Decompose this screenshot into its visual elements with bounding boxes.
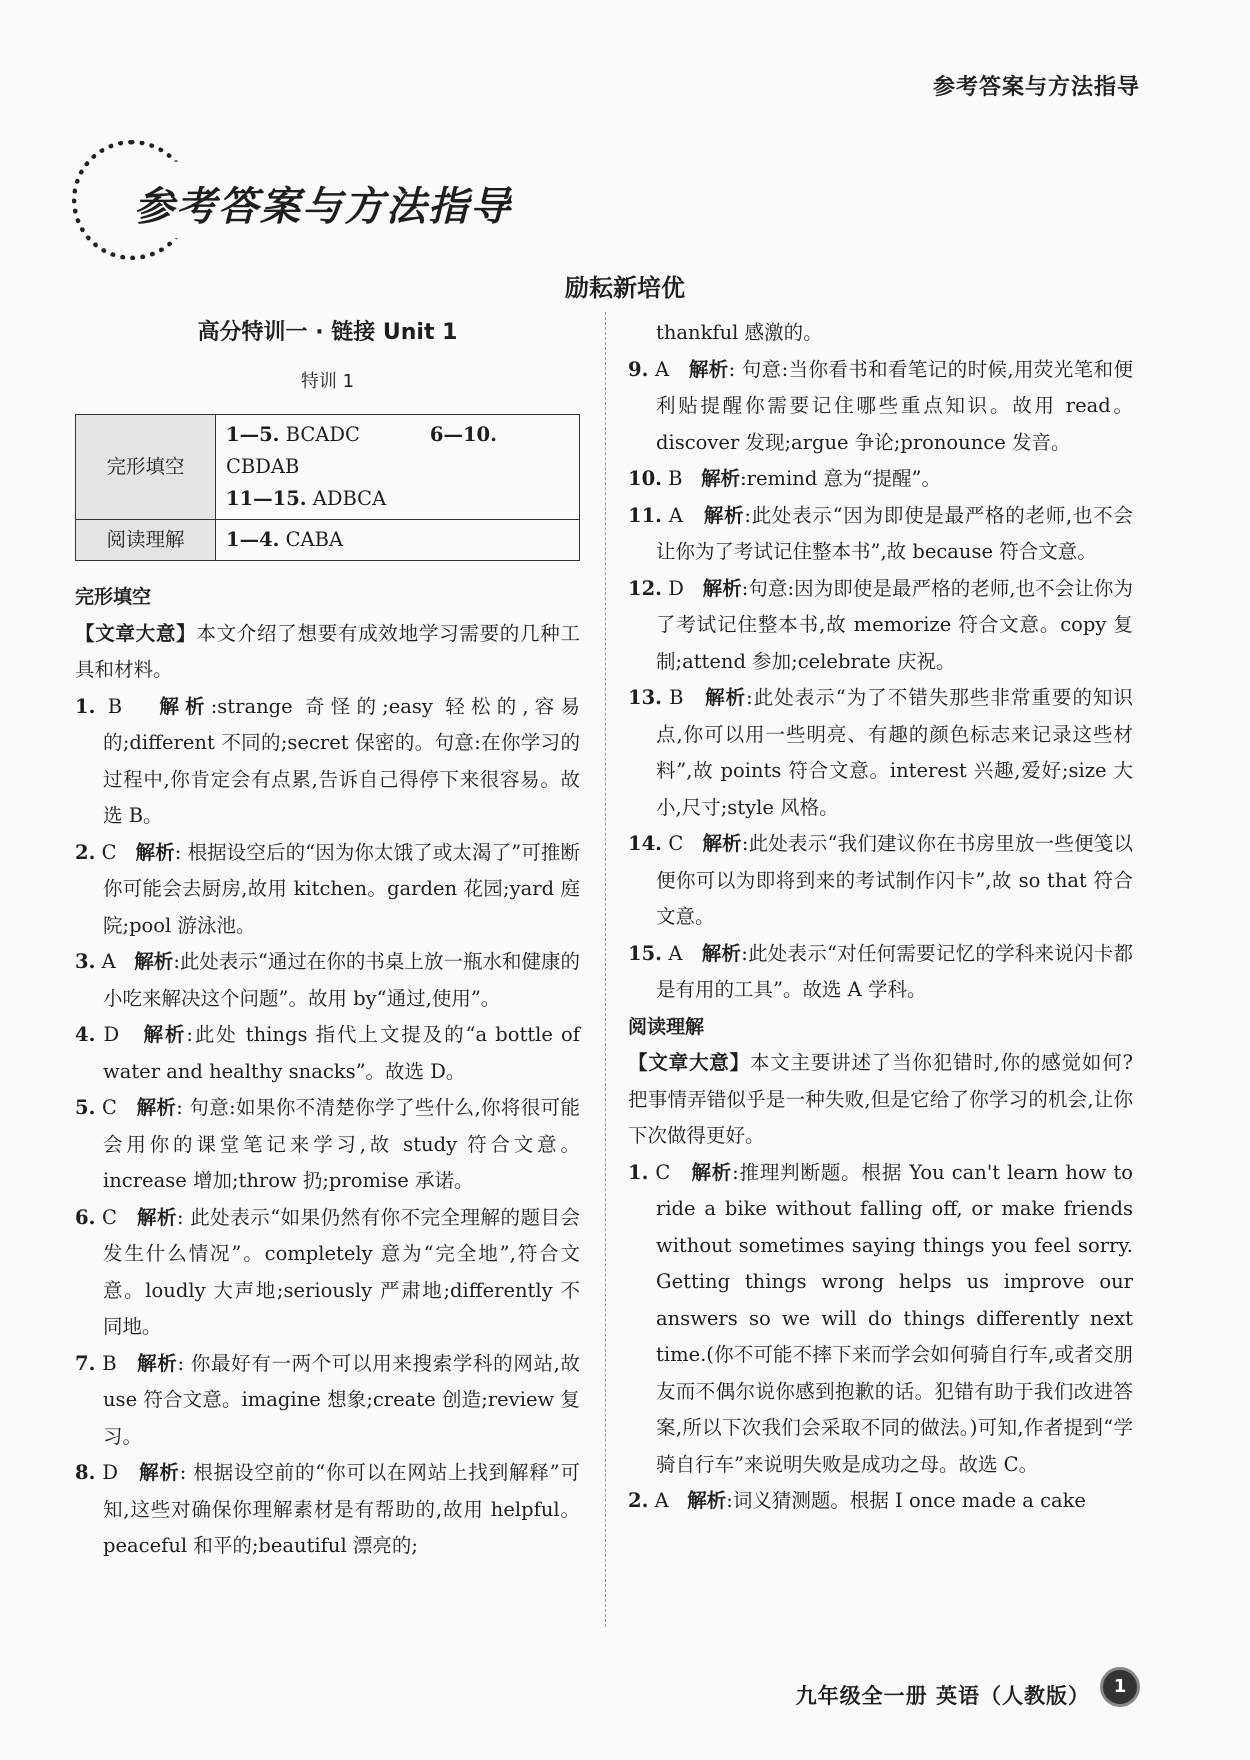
- cloze-item: 2. C 解析: 根据设空后的“因为你太饿了或太渴了”可推断你可能会去厨房,故用 kitchen。garden 花园;yard 庭院;pool 游泳池。: [75, 840, 580, 937]
- reading-heading: 阅读理解: [628, 1015, 705, 1038]
- cloze-heading: 完形填空: [75, 586, 152, 608]
- cloze-summary: 【文章大意】本文介绍了想要有成效地学习需要的几种工具和材料。: [75, 621, 580, 681]
- cloze-item: 11. A 解析:此处表示“因为即使是最严格的老师,也不会让你为了考试记住整本书”,故 because 符合文意。: [628, 503, 1133, 563]
- answer-row-cloze: [76, 415, 580, 520]
- answers-11-15: ADBCA: [306, 487, 387, 510]
- answer-table: [75, 414, 580, 561]
- cloze-item: 1. B 解析:strange 奇怪的;easy 轻松的,容易的;different 不同的;secret 保密的。句意:在你学习的过程中,你肯定会有点累,告诉自己得停下来很容易。故选 B。: [75, 694, 580, 827]
- column-divider: [605, 312, 606, 1627]
- page-title: 参考答案与方法指导: [134, 183, 512, 230]
- right-column: [628, 315, 1133, 1520]
- running-header: 参考答案与方法指导: [932, 75, 1140, 100]
- cloze-item: 3. A 解析:此处表示“通过在你的书桌上放一瓶水和健康的小吃来解决这个问题”。故用 by“通过,使用”。: [75, 950, 580, 1010]
- answer-label-cloze: 完形填空: [76, 415, 216, 520]
- answers-6-10: CBDAB: [226, 455, 300, 478]
- cloze-item: 7. B 解析: 你最好有一两个可以用来搜索学科的网站,故 use 符合文意。imagine 想象;create 创造;review 复习。: [75, 1351, 580, 1448]
- answer-row-reading: [76, 520, 580, 561]
- answer-cell-cloze: [216, 415, 580, 520]
- cloze-item: 13. B 解析:此处表示“为了不错失那些非常重要的知识点,你可以用一些明亮、有趣的颜色标志来记录这些材料”,故 points 符合文意。interest 兴趣,爱好;size 大小,尺寸;style 风格。: [628, 686, 1133, 819]
- cloze-item: 6. C 解析: 此处表示“如果仍然有你不完全理解的题目会发生什么情况”。completely 意为“完全地”,符合文意。loudly 大声地;seriously 严肃地;differently 不同地。: [75, 1205, 580, 1338]
- cloze-item: 10. B 解析:remind 意为“提醒”。: [628, 467, 941, 490]
- title-block: [72, 140, 552, 270]
- answer-label-reading: 阅读理解: [76, 520, 216, 561]
- cloze-item: 8. D 解析: 根据设空前的“你可以在网站上找到解释”可知,这些对确保你理解素材是有帮助的,故用 helpful。peaceful 和平的;beautiful 漂亮的;: [75, 1461, 580, 1557]
- answer-cell-reading: [216, 520, 580, 561]
- left-column: [75, 315, 580, 1565]
- range-1-4: 1—4.: [226, 528, 280, 551]
- reading-item: 1. C 解析:推理判断题。根据 You can't learn how to ride a bike without falling off, or make friends without sometimes saying things you feel sorry. Getting things wrong helps us improve our answers so we will do things differently next time.(你不可能不摔下来而学会如何骑自行车,或者交朋友而不偶尔说你感到抱歉的话。犯错有助于我们改进答案,所以下次我们会采取不同的做法。)可知,作者提到“学骑自行车”来说明失败是成功之母。故选 C。: [628, 1160, 1133, 1476]
- sub-title: 特训 1: [300, 370, 355, 392]
- cloze-item: 15. A 解析:此处表示“对任何需要记忆的学科来说闪卡都是有用的工具”。故选 A 学科。: [628, 941, 1133, 1001]
- cloze-item: 4. D 解析:此处 things 指代上文提及的“a bottle of water and healthy snacks”。故选 D。: [75, 1023, 580, 1083]
- reading-summary: 【文章大意】本文主要讲述了当你犯错时,你的感觉如何? 把事情弄错似乎是一种失败,但是它给了你学习的机会,让你下次做得更好。: [628, 1051, 1133, 1147]
- range-11-15: 11—15.: [226, 487, 307, 510]
- cloze-item: 12. D 解析:句意:因为即使是最严格的老师,也不会让你为了考试记住整本书,故 memorize 符合文意。copy 复制;attend 参加;celebrate 庆祝。: [628, 576, 1133, 673]
- page-number: 1: [1100, 1667, 1140, 1707]
- cloze-item: 5. C 解析: 句意:如果你不清楚你学了些什么,你将很可能会用你的课堂笔记来学习,故 study 符合文意。increase 增加;throw 扔;promise 承诺。: [75, 1096, 580, 1192]
- unit-title: 高分特训一 · 链接 Unit 1: [197, 320, 458, 345]
- section-title: 励耘新培优: [565, 274, 685, 302]
- answers-1-5: BCADC: [279, 423, 360, 446]
- range-1-5: 1—5.: [226, 423, 280, 446]
- cloze-item: 14. C 解析:此处表示“我们建议你在书房里放一些便笺以便你可以为即将到来的考试制作闪卡”,故 so that 符合文意。: [628, 832, 1133, 928]
- reading-item: 2. A 解析:词义猜测题。根据 I once made a cake: [628, 1489, 1086, 1512]
- book-footer: 九年级全一册 英语（人教版）: [795, 1684, 1090, 1708]
- cloze-item: 9. A 解析: 句意:当你看书和看笔记的时候,用荧光笔和便利贴提醒你需要记住哪些重点知识。故用 read。discover 发现;argue 争论;pronounce 发音。: [628, 357, 1133, 454]
- cloze-item-continuation: thankful 感激的。: [656, 321, 823, 344]
- answers-1-4: CABA: [279, 528, 344, 551]
- range-6-10: 6—10.: [429, 423, 497, 446]
